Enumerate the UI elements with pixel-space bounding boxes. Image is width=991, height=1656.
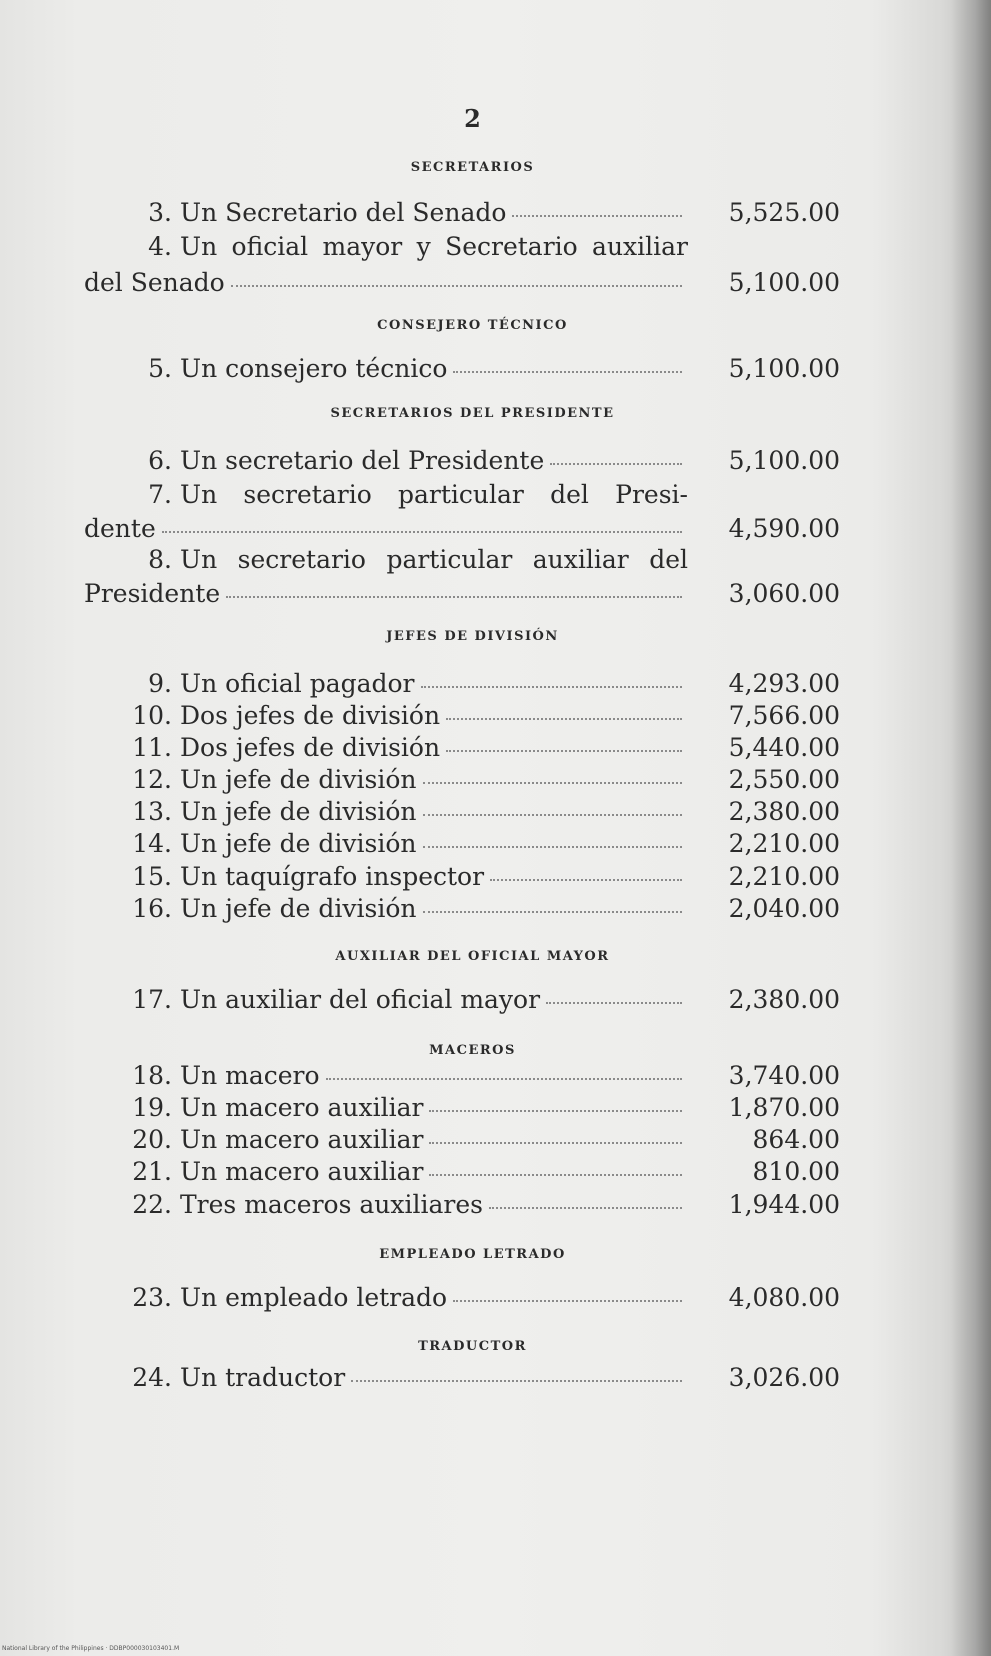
- entry-line: [128, 829, 688, 859]
- dot-leader: [423, 911, 683, 913]
- section-heading: MACEROS: [429, 1043, 516, 1058]
- entry-number: 23.: [132, 1283, 172, 1312]
- entry-amount: 4,080.00: [728, 1283, 840, 1312]
- entry-number: 16.: [132, 894, 172, 923]
- entry-text: Un jefe de división: [180, 765, 417, 794]
- entry-number: 21.: [132, 1157, 172, 1186]
- entry-number: 7.: [148, 480, 172, 509]
- dot-leader: [453, 371, 682, 373]
- entry-continuation-line: [84, 514, 688, 544]
- entry-amount: 5,440.00: [728, 733, 840, 762]
- entry-line: [128, 198, 688, 228]
- entry-text: Dos jefes de división: [180, 733, 441, 762]
- entry-number: 8.: [148, 545, 172, 574]
- entry-number: 18.: [132, 1061, 172, 1090]
- entry-line: [128, 894, 688, 924]
- entry-text: Un macero auxiliar: [180, 1157, 424, 1186]
- entry-amount: 3,026.00: [728, 1363, 840, 1392]
- entry-number: 5.: [148, 354, 172, 383]
- entry-continuation-line: [84, 579, 688, 609]
- entry-line: [128, 232, 688, 262]
- entry-text: Un empleado letrado: [180, 1283, 448, 1312]
- entry-amount: 2,210.00: [728, 829, 840, 858]
- entry-text: Un jefe de división: [180, 829, 417, 858]
- dot-leader: [550, 463, 682, 465]
- entry-text: Un macero auxiliar: [180, 1093, 424, 1122]
- entry-line: [128, 1283, 688, 1313]
- entry-amount: 5,100.00: [728, 354, 840, 383]
- entry-line: [128, 1157, 688, 1187]
- section-heading: SECRETARIOS DEL PRESIDENTE: [330, 406, 615, 421]
- entry-number: 10.: [132, 701, 172, 730]
- entry-number: 4.: [148, 232, 172, 261]
- entry-number: 20.: [132, 1125, 172, 1154]
- section-heading: AUXILIAR DEL OFICIAL MAYOR: [335, 949, 610, 964]
- entry-text: Dos jefes de división: [180, 701, 441, 730]
- entry-number: 22.: [132, 1190, 172, 1219]
- archive-footer-mark: National Library of the Philippines · DDBP000030103401.M: [2, 1645, 180, 1652]
- entry-number: 13.: [132, 797, 172, 826]
- section-heading: EMPLEADO LETRADO: [379, 1247, 566, 1262]
- entry-number: 11.: [132, 733, 172, 762]
- entry-line: [128, 354, 688, 384]
- entry-number: 3.: [148, 198, 172, 227]
- dot-leader: [423, 782, 683, 784]
- dot-leader: [429, 1142, 682, 1144]
- entry-line: [128, 765, 688, 795]
- dot-leader: [446, 750, 682, 752]
- entry-text: Un consejero técnico: [180, 354, 448, 383]
- entry-amount: 2,040.00: [728, 894, 840, 923]
- dot-leader: [421, 686, 682, 688]
- entry-number: 24.: [132, 1363, 172, 1392]
- entry-amount: 3,740.00: [728, 1061, 840, 1090]
- entry-amount: 2,210.00: [728, 862, 840, 891]
- entry-text: Un secretario particular del Presi-: [180, 480, 688, 509]
- section-heading: JEFES DE DIVISIÓN: [386, 629, 559, 644]
- entry-number: 19.: [132, 1093, 172, 1122]
- dot-leader: [162, 531, 682, 533]
- dot-leader: [429, 1174, 682, 1176]
- entry-amount: 2,550.00: [728, 765, 840, 794]
- entry-line: [128, 1125, 688, 1155]
- entry-line: [128, 733, 688, 763]
- section-heading: CONSEJERO TÉCNICO: [377, 318, 568, 333]
- entry-line: [128, 985, 688, 1015]
- entry-text: Un secretario del Presidente: [180, 446, 545, 475]
- dot-leader: [446, 718, 682, 720]
- entry-amount: 3,060.00: [728, 579, 840, 608]
- entry-line: [128, 446, 688, 476]
- entry-text: Un macero auxiliar: [180, 1125, 424, 1154]
- entry-text: Un macero: [180, 1061, 320, 1090]
- dot-leader: [226, 596, 682, 598]
- dot-leader: [489, 1207, 682, 1209]
- entry-amount: 4,293.00: [728, 669, 840, 698]
- dot-leader: [326, 1078, 682, 1080]
- entry-text: Un secretario particular auxiliar del: [180, 545, 688, 574]
- entry-number: 6.: [148, 446, 172, 475]
- entry-amount: 4,590.00: [728, 514, 840, 543]
- page-number: 2: [464, 104, 481, 133]
- entry-line: [128, 1363, 688, 1393]
- dot-leader: [429, 1110, 682, 1112]
- entry-line: [128, 545, 688, 575]
- entry-amount: 864.00: [752, 1125, 840, 1154]
- entry-text: Un taquígrafo inspector: [180, 862, 485, 891]
- entry-amount: 1,870.00: [728, 1093, 840, 1122]
- entry-number: 17.: [132, 985, 172, 1014]
- page-edge-shadow: [951, 0, 991, 1656]
- dot-leader: [351, 1380, 682, 1382]
- entry-number: 14.: [132, 829, 172, 858]
- entry-text: Un oficial pagador: [180, 669, 415, 698]
- entry-amount: 2,380.00: [728, 985, 840, 1014]
- entry-line: [128, 701, 688, 731]
- dot-leader: [231, 285, 682, 287]
- entry-line: [128, 1190, 688, 1220]
- entry-number: 9.: [148, 669, 172, 698]
- entry-text: Un auxiliar del oficial mayor: [180, 985, 541, 1014]
- dot-leader: [453, 1300, 682, 1302]
- entry-line: [128, 862, 688, 892]
- dot-leader: [423, 846, 683, 848]
- entry-line: [128, 1093, 688, 1123]
- entry-text: Un oficial mayor y Secretario auxiliar: [180, 232, 688, 261]
- entry-text: Un jefe de división: [180, 797, 417, 826]
- entry-text: Un traductor: [180, 1363, 346, 1392]
- entry-amount: 5,100.00: [728, 268, 840, 297]
- entry-amount: 1,944.00: [728, 1190, 840, 1219]
- entry-continuation-text: del Senado: [84, 268, 225, 297]
- dot-leader: [490, 879, 682, 881]
- entry-line: [128, 797, 688, 827]
- entry-amount: 5,100.00: [728, 446, 840, 475]
- entry-number: 15.: [132, 862, 172, 891]
- entry-continuation-line: [84, 268, 688, 298]
- entry-amount: 5,525.00: [728, 198, 840, 227]
- entry-number: 12.: [132, 765, 172, 794]
- dot-leader: [423, 814, 683, 816]
- dot-leader: [512, 215, 682, 217]
- entry-text: Tres maceros auxiliares: [180, 1190, 483, 1219]
- entry-amount: 810.00: [752, 1157, 840, 1186]
- entry-line: [128, 480, 688, 510]
- section-heading: SECRETARIOS: [410, 160, 535, 175]
- entry-amount: 7,566.00: [728, 701, 840, 730]
- entry-continuation-text: dente: [84, 514, 156, 543]
- entry-continuation-text: Presidente: [84, 579, 221, 608]
- entry-line: [128, 669, 688, 699]
- dot-leader: [546, 1002, 682, 1004]
- entry-text: Un jefe de división: [180, 894, 417, 923]
- entry-amount: 2,380.00: [728, 797, 840, 826]
- section-heading: TRADUCTOR: [418, 1339, 527, 1354]
- entry-text: Un Secretario del Senado: [180, 198, 507, 227]
- entry-line: [128, 1061, 688, 1091]
